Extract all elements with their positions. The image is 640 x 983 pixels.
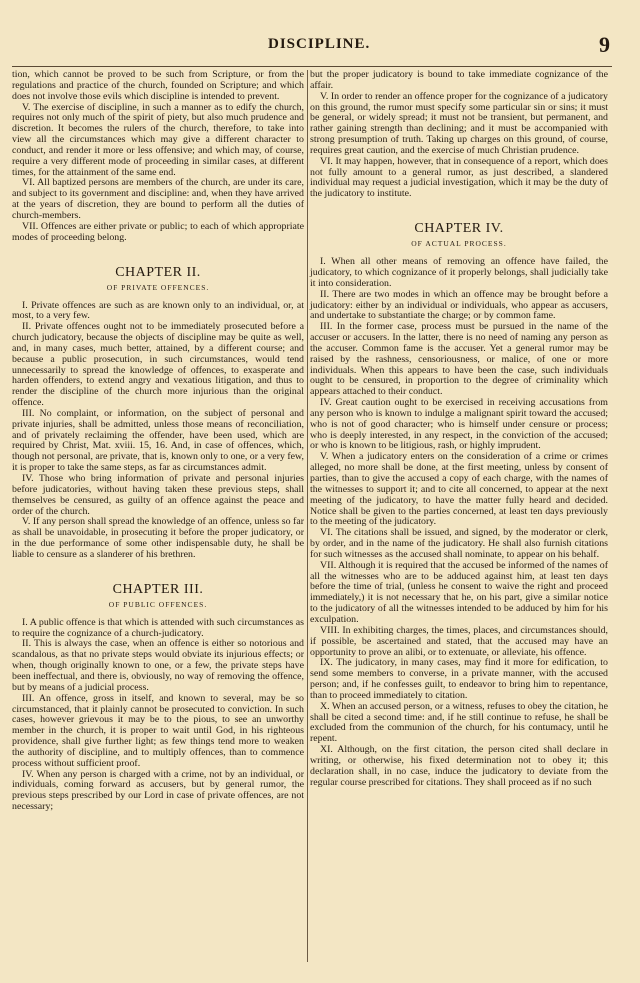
paragraph: II. There are two modes in which an offence may be brought before a judicatory: either by an individual or individuals, who appear as accusers, and undertake to substantiate the charge; or by common fame. <box>310 288 608 322</box>
paragraph: V. If any person shall spread the knowledge of an offence, unless so far as shall be unavoidable, in prosecuting it before the proper judicatory, or in the due performance of some other indispensable duty, he shall be liable to censure as a slanderer of his brethren. <box>12 516 304 560</box>
paragraph: IV. Great caution ought to be exercised in receiving accusations from any person who is known to indulge a malignant spirit toward the accused; who is not of good character; who is himself under censure or process; who is deeply interested, in any respect, in the conviction of the accused; or who is known to be litigious, rash, or highly imprudent. <box>310 397 608 452</box>
paragraph: X. When an accused person, or a witness, refuses to obey the citation, he shall be cited a second time: and, if he still continue to refuse, he shall be excluded from the communion of the church, for his contumacy, until he repent. <box>310 700 608 745</box>
paragraph: III. In the former case, process must be pursued in the name of the accuser or accusers. In the latter, there is no need of naming any person as the accuser. Common fame is the accuser. Yet a general rumor may be raised by the rashness, censoriousness, or malice, of one or more individuals. When this appears to have been the case, such individuals ought to be censured, in proportion to the degree of criminality which appears attached to their conduct. <box>310 321 608 398</box>
paragraph: XI. Although, on the first citation, the person cited shall declare in writing, or otherwise, his fixed determination not to obey it; this declaration shall, in no case, induce the judicatory to deviate from the regular course prescribed for citations. They shall proceed as if no such <box>310 744 608 788</box>
paragraph: II. This is always the case, when an offence is either so notorious and scandalous, as that no private steps would obviate its injurious effects; or when, though originally known to one, or a few, the private steps have been ineffectual, and there is, obviously, no way of removing the offence, but by means of a judicial process. <box>12 638 304 693</box>
running-title: DISCIPLINE. <box>268 36 371 52</box>
paragraph: V. When a judicatory enters on the consideration of a crime or crimes alleged, no more shall be done, at the first meeting, unless by consent of parties, than to give the accused a copy of each charge, with the names of the witnesses to support it; and to cite all concerned, to appear at the next meeting of the judicatory, to have the matter fully heard and decided. Notice shall be given to the parties concerned, at least ten days previously to the meeting of the judicatory. <box>310 451 608 528</box>
right-column <box>310 70 608 788</box>
paragraph: VII. Offences are either private or public; to each of which appropriate modes of proceeding belong. <box>12 220 304 243</box>
paragraph: V. In order to render an offence proper for the cognizance of a judicatory on this ground, the rumor must specify some particular sin or sins; it must be general, or widely spread; it must not be transient, but permanent, and rather gaining strength than declining; and it must be accompanied with strong presumption of truth. Taking up charges on this ground, of course, requires great caution, and the exercise of much Christian prudence. <box>310 90 608 156</box>
chapter-subheading: OF PUBLIC OFFENCES. <box>108 599 208 609</box>
paragraph: II. Private offences ought not to be immediately prosecuted before a church judicatory, because the objects of discipline may be quite as well, and, in many cases, much better, attained, by a different course; and because a public prosecution, in such circumstances, would tend unnecessarily to spread the knowledge of offences, to exasperate and harden offenders, to extend angry and vexatious litigation, and thus to render the discipline of the church more injurious than the original offence. <box>12 321 304 409</box>
paragraph: I. A public offence is that which is attended with such circumstances as to require the cognizance of a church-judicatory. <box>12 616 304 639</box>
chapter-heading: CHAPTER IV. <box>414 221 504 237</box>
chapter-heading: CHAPTER III. <box>112 581 204 597</box>
paragraph: I. When all other means of removing an offence have failed, the judicatory, to which cognizance of it properly belongs, shall judicially take it into consideration. <box>310 256 608 289</box>
header-rule <box>12 66 612 67</box>
paragraph: I. Private offences are such as are known only to an individual, or, at most, to a very few. <box>12 299 304 322</box>
paragraph: IV. When any person is charged with a crime, not by an individual, or individuals, coming forward as accusers, but by general rumor, the previous steps prescribed by our Lord in case of private offences, are not necessary; <box>12 768 304 813</box>
paragraph: tion, which cannot be proved to be such from Scripture, or from the regulations and practice of the church, founded on Scripture; and which does not involve those evils which discipline is intended to prevent. <box>12 69 304 102</box>
paragraph: VI. The citations shall be issued, and signed, by the moderator or clerk, by order, and in the name of the judicatory. He shall also furnish citations for such witnesses as the accused shall nominate, to appear on his behalf. <box>310 527 608 560</box>
paragraph: VI. All baptized persons are members of the church, are under its care, and subject to its government and discipline: and, when they have arrived at the years of discretion, they are bound to perform all the duties of church-members. <box>12 177 304 221</box>
paragraph: V. The exercise of discipline, in such a manner as to edify the church, requires not only much of the spirit of piety, but also much prudence and discretion. It becomes the rulers of the church, therefore, to take into view all the circumstances which may give a different character to conduct, and render it more or less offensive; and which may, of course, require a very different mode of proceeding in similar cases, at different times, for the attainment of the same end. <box>12 101 304 178</box>
paragraph: III. An offence, gross in itself, and known to several, may be so circumstanced, that it plainly cannot be prosecuted to conviction. In such cases, however grievous it may be to the pious, to see an unworthy member in the church, it is proper to wait until God, in his righteous providence, shall give further light; as few things tend more to weaken the authority of discipline, and to multiply offences, than to commence process without sufficient proof. <box>12 692 304 769</box>
paragraph: but the proper judicatory is bound to take immediate cognizance of the affair. <box>310 69 608 91</box>
paragraph: VIII. In exhibiting charges, the times, places, and circumstances should, if possible, be ascertained and stated, that the accused may have an opportunity to prove an alibi, or to extenuate, or alleviate, his offence. <box>310 624 608 658</box>
page-number: 9 <box>599 32 610 57</box>
chapter-heading: CHAPTER II. <box>115 264 201 280</box>
paragraph: III. No complaint, or information, on the subject of personal and private injuries, shall be admitted, unless those means of reconciliation, and of privately reclaiming the offender, have been used, which are required by Christ, Mat. xviii. 15, 16. And, in case of offences, which, though not personal, are private, that is, known only to one, or a very few, it is proper to take the same steps, as far as circumstances admit. <box>12 407 304 474</box>
paragraph: IV. Those who bring information of private and personal injuries before judicatories, without having taken these previous steps, shall themselves be censured, as guilty of an offence against the peace and order of the church. <box>12 473 304 517</box>
paragraph: IX. The judicatory, in many cases, may find it more for edification, to send some members to converse, in a private manner, with the accused person; and, if he confesses guilt, to endeavor to bring him to repentance, than to proceed immediately to citation. <box>310 657 608 701</box>
paragraph: VII. Although it is required that the accused be informed of the names of all the witnesses who are to be adduced against him, at least ten days before the time of trial, (unless he consent to waive the right and proceed immediately,) it is not necessary that he, on his part, give a similar notice to the judicatory of all the witnesses intended to be adduced by him for his exculpation. <box>310 559 608 625</box>
left-column <box>12 70 304 813</box>
chapter-subheading: OF ACTUAL PROCESS. <box>411 239 507 249</box>
page-header <box>0 32 640 58</box>
column-divider <box>307 70 308 962</box>
paragraph: VI. It may happen, however, that in consequence of a report, which does not fully amount to a general rumor, as just described, a slandered individual may request a judicial investigation, which it may be the duty of the judicatory to institute. <box>310 155 608 200</box>
chapter-subheading: OF PRIVATE OFFENCES. <box>106 282 210 292</box>
